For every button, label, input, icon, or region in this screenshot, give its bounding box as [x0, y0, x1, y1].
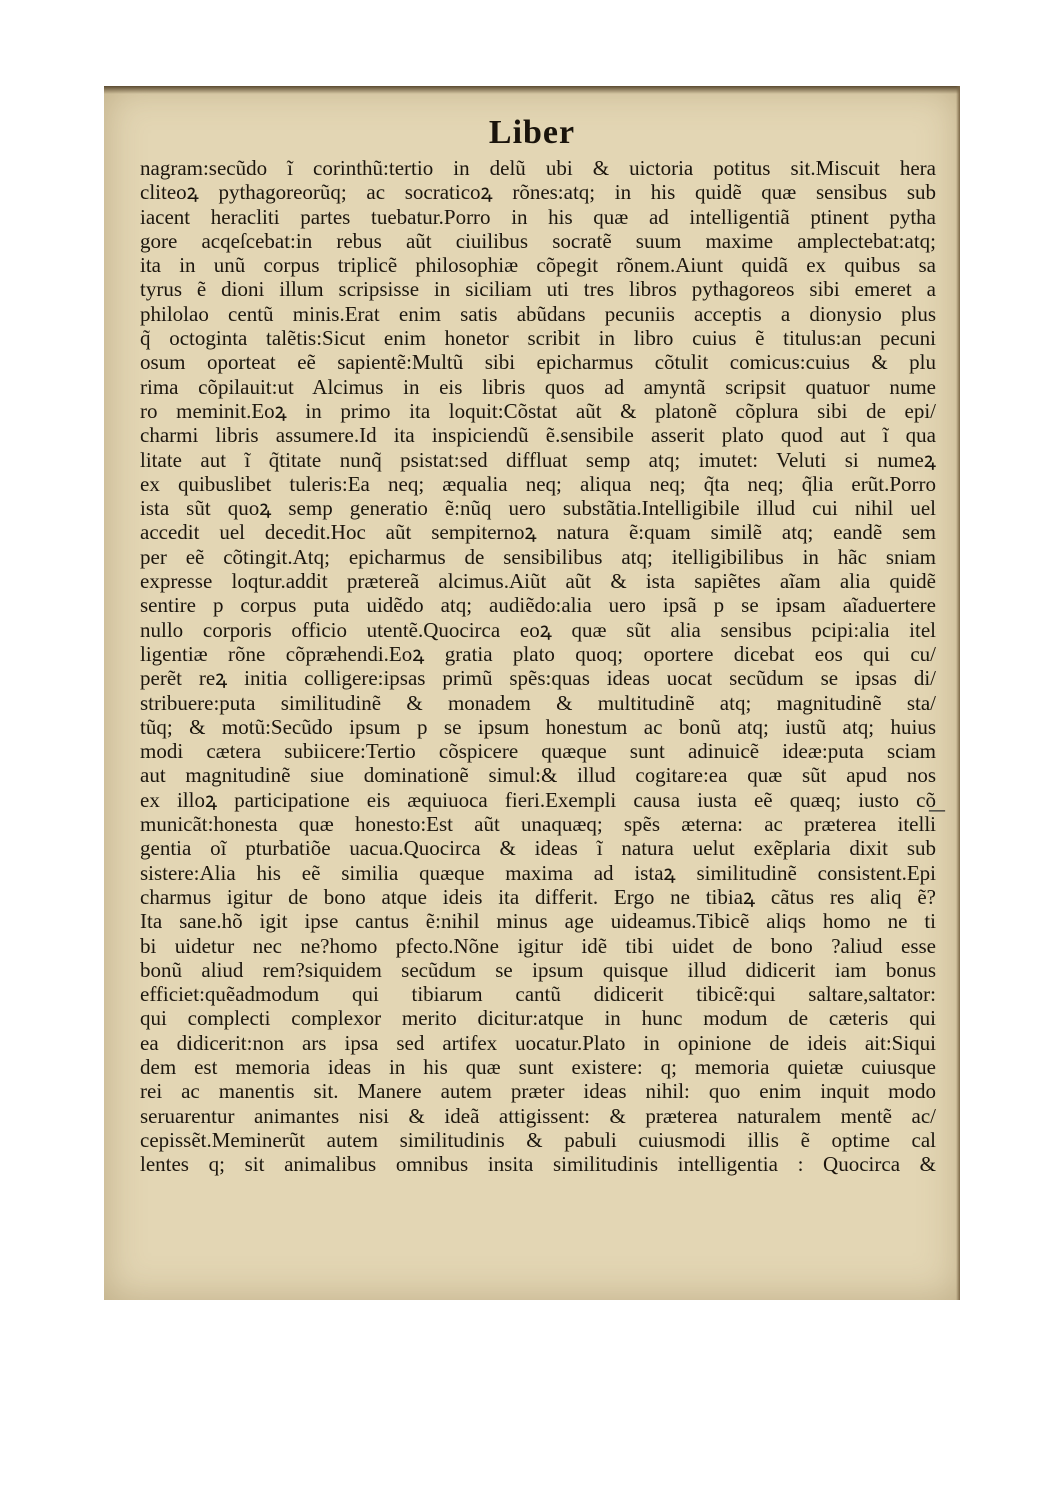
text-line: expresse loqtur.addit prætereã alcimus.Aiũt aũt & ista sapiẽtes aĩam alia quidẽ [140, 569, 936, 594]
text-line: tyrus ẽ dioni illum scripsisse in siciliam uti tres libros pythagoreos sibi emeret a [140, 277, 936, 302]
text-line: gentia oĩ pturbatiõe uacua.Quocirca & ideas ĩ natura uelut exẽplaria dixit sub [140, 836, 936, 861]
scanned-page [104, 86, 960, 1300]
text-line: rei ac manentis sit. Manere autem præter ideas nihil: quo enim inquit modo [140, 1079, 936, 1104]
text-line: litate aut ĩ q̃titate nunq̃ psistat:sed diffluat semp atq; imutet: Veluti si numeꝝ [140, 447, 936, 472]
text-line: ex quibuslibet tuleris:Ea neq; æqualia neq; aliqua neq; q̃ta neq; q̃lia erũt.Porro [140, 471, 936, 496]
text-block [140, 156, 936, 1176]
text-line: ista sũt quoꝝ semp generatio ẽ:nũq uero substãtia.Intelligibile illud cui nihil uel [140, 496, 936, 521]
text-line: accedit uel decedit.Hoc aũt sempiternoꝝ natura ẽ:quam similẽ atq; eandẽ sem [140, 520, 936, 545]
running-head: Liber [488, 114, 576, 151]
text-line: municãt:honesta quæ honesto:Est aũt unaquæq; spẽs æterna: ac præterea itelli [140, 812, 936, 837]
text-line: nagram:secũdo ĩ corinthũ:tertio in delũ ubi & uictoria potitus sit.Miscuit hera [140, 156, 936, 180]
text-line: charmi libris assumere.Id ita inspiciendũ ẽ.sensibile asserit plato quod aut ĩ qua [140, 423, 936, 448]
page-right-edge-shadow [956, 86, 960, 1300]
text-line: bonũ aliud rem?siquidem secũdum se ipsum quisque illud didicerit iam bonus [140, 957, 936, 982]
text-line: Ita sane.hõ igit ipse cantus ẽ:nihil minus age uideamus.Tibicẽ aliqs homo ne ti [140, 909, 936, 934]
text-line: stribuere:puta similitudinẽ & monadem & multitudinẽ atq; magnitudinẽ sta/ [140, 690, 936, 715]
text-line: perẽt reꝝ initia colligere:ipsas primũ spẽs:quas ideas uocat secũdum se ipsas di/ [140, 666, 936, 691]
text-line: ita in unũ corpus triplicẽ philosophiæ cõpegit rõnem.Aiunt quidã ex quibus sa [140, 253, 936, 278]
text-line: bi uidetur nec ne?homo pfecto.Nõne igitur idẽ tibi uidet de bono ?aliud esse [140, 933, 936, 958]
text-line: dem est memoria ideas in his quæ sunt existere: q; memoria quietæ cuiusque [140, 1054, 936, 1079]
page-top-edge-shadow [104, 86, 960, 94]
text-line: aut magnitudinẽ siue dominationẽ simul:& illud cogitare:ea quæ sũt apud nos [140, 763, 936, 788]
text-line: iacent heracliti partes tuebatur.Porro in his quæ ad intelligentiã ptinent pytha [140, 204, 936, 229]
text-line: charmus igitur de bono atque ideis ita differit. Ergo ne tibiaꝝ cãtus res aliq ẽ? [140, 884, 936, 909]
text-line: ro meminit.Eoꝝ in primo ita loquit:Cõstat aũt & platonẽ cõplura sibi de epi/ [140, 398, 936, 423]
text-line: gore acqeſcebat:in rebus aũt ciuilibus socratẽ suum maxime amplectebat:atq; [140, 228, 936, 253]
text-line: cliteoꝝ pythagoreorũq; ac socraticoꝝ rõnes:atq; in his quidẽ quæ sensibus sub [140, 180, 936, 205]
text-line: ligentiæ rõne cõpræhendi.Eoꝝ gratia plato quoq; oportere dicebat eos qui cu/ [140, 641, 936, 666]
margin-mark: — [928, 800, 946, 821]
text-line: qui complecti complexor merito dicitur:atque in hunc modum de cæteris qui [140, 1006, 936, 1031]
text-line: ex illoꝝ participatione eis æquiuoca fieri.Exempli causa iusta eẽ quæq; iusto cõ [140, 787, 936, 812]
text-line: philolao centũ minis.Erat enim satis abũdans pecuniis acceptis a dionysio plus [140, 301, 936, 326]
text-line: nullo corporis officio utentẽ.Quocirca eoꝝ quæ sũt alia sensibus pcipi:alia itel [140, 617, 936, 642]
text-line: efficiet:quẽadmodum qui tibiarum cantũ didicerit tibicẽ:qui saltare,saltator: [140, 982, 936, 1007]
text-line: osum oporteat eẽ sapientẽ:Multũ sibi epicharmus cõtulit comicus:cuius & plu [140, 350, 936, 375]
text-line: q̃ octoginta talẽtis:Sicut enim honetor scribit in libro cuius ẽ titulus:an pecuni [140, 326, 936, 351]
text-line: tũq; & motũ:Secũdo ipsum p se ipsum honestum ac bonũ atq; iustũ atq; huius [140, 714, 936, 739]
text-line: sistere:Alia his eẽ similia quæque maxima ad istaꝝ similitudinẽ consistent.Epi [140, 860, 936, 885]
text-line: per eẽ cõtingit.Atq; epicharmus de sensibilibus atq; itelligibilibus in hãc sniam [140, 544, 936, 569]
text-line: seruarentur animantes nisi & ideã attigissent: & præterea naturalem mentẽ ac/ [140, 1103, 936, 1128]
text-line: modi cætera subiicere:Tertio cõspicere quæque sunt adinuicẽ ideæ:puta sciam [140, 739, 936, 764]
text-line: sentire p corpus puta uidẽdo atq; audiẽdo:alia uero ipsã p se ipsam aĩaduertere [140, 593, 936, 618]
text-line: ea didicerit:non ars ipsa sed artifex uocatur.Plato in opinione de ideis ait:Siqui [140, 1030, 936, 1055]
text-line: lentes q; sit animalibus omnibus insita similitudinis intelligentia : Quocirca & [140, 1152, 936, 1177]
text-line: rima cõpilauit:ut Alcimus in eis libris quos ad amyntã scripsit quatuor nume [140, 374, 936, 399]
text-line: cepissẽt.Meminerũt autem similitudinis & pabuli cuiusmodi illis ẽ optime cal [140, 1127, 936, 1152]
